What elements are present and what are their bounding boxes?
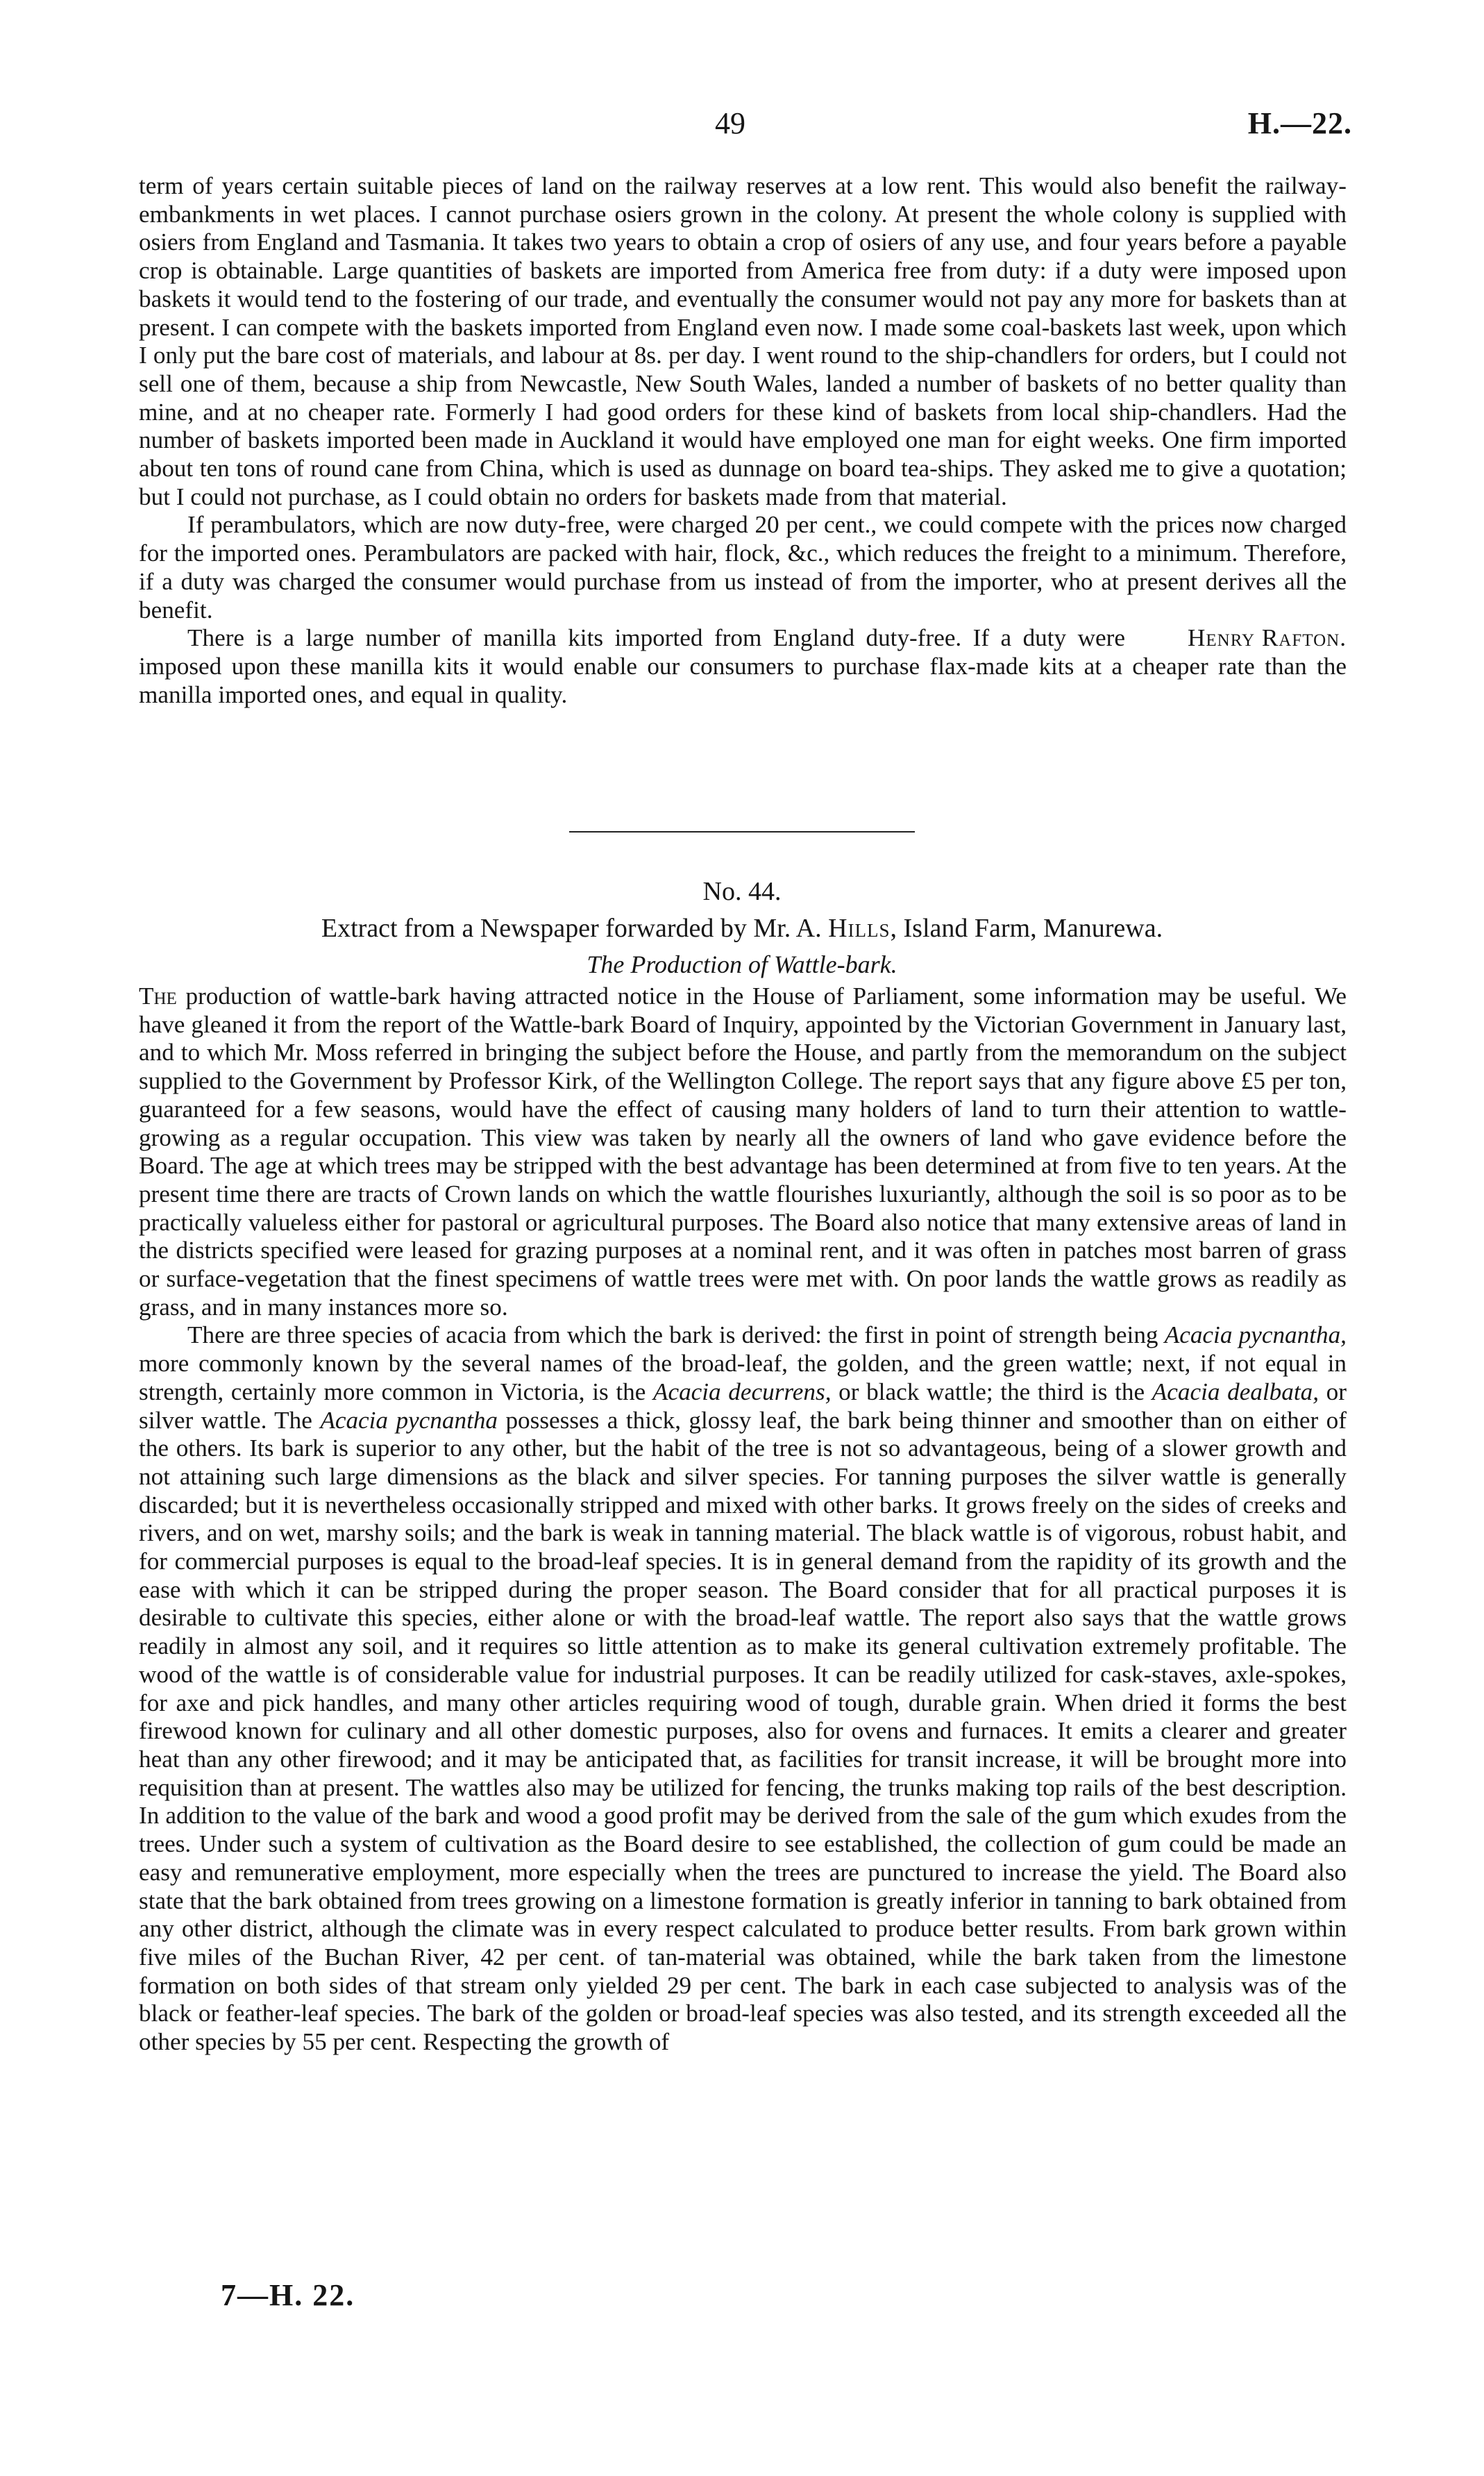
extract-heading [0, 913, 1484, 944]
signature: Henry Rafton. [1187, 624, 1347, 652]
lead-word: The [139, 982, 177, 1010]
paragraph-wattle-intro [139, 982, 1347, 1321]
document-reference: H.—22. [1247, 106, 1352, 140]
paragraph-manilla-kits [139, 624, 1347, 709]
section-number: No. 44. [702, 877, 782, 906]
species-name: Acacia dealbata, [1152, 1378, 1319, 1405]
article-body [139, 982, 1347, 2057]
species-name: Acacia pycnantha [320, 1406, 498, 1434]
paragraph-wattle-intro-text: production of wattle-bark having attracted notice in the House of Parliament, some information may be useful. We have gleaned it from the report of the Wattle-bark Board of Inquiry, appointed by the Victorian Government in January last, and to which Mr. Moss referred in bringing the subject before the House, and partly from the memorandum on the subject supplied to the Government by Professor Kirk, of the Wellington College. The report says that any figure above £5 per ton, guaranteed for a few seasons, would have the effect of causing many holders of land to turn their attention to wattle-growing as a regular occupation. This view was taken by nearly all the owners of land who gave evidence before the Board. The age at which trees may be stripped with the best advantage has been determined at from five to ten years. At the present time there are tracts of Crown lands on which the wattle flourishes luxuriantly, although the soil is so poor as to be practically valueless either for pastoral or agricultural purposes. The Board also notice that many extensive areas of land in the districts specified were leased for grazing purposes at a nominal rent, and it was often in patches most barren of grass or surface-vegetation that the finest specimens of wattle trees were met with. On poor lands the wattle grows as readily as grass, and in many instances more so. [139, 982, 1347, 1321]
text-run: or silver wattle. The [139, 1378, 1347, 1434]
extract-name: Hills [828, 914, 891, 943]
continued-letter [139, 172, 1347, 709]
page-number: 49 [715, 106, 745, 140]
extract-suffix: , Island Farm, Manurewa. [890, 914, 1163, 943]
signature-mark: 7—H. 22. [221, 2278, 355, 2312]
text-run: possesses a thick, glossy leaf, the bark being thinner and smoother than on either of the others. Its bark is superior to any other, but the habit of the tree is not so advantageous, being of a slower growth and not attaining such large dimensions as the black and silver species. For tanning purposes the silver wattle is generally discarded; but it is nevertheless occasionally stripped and mixed with other barks. It grows freely on the sides of creeks and rivers, and on wet, marshy soils; and the bark is weak in tanning material. The black wattle is of vigorous, robust habit, and for commercial purposes is equal to the broad-leaf species. It is in general demand from the rapidity of its growth and the ease with which it can be stripped during the proper season. The Board consider that for all practical purposes it is desirable to cultivate this species, either alone or with the broad-leaf wattle. The report also says that the wattle grows readily in almost any soil, and it requires so little attention as to make its general cultivation extremely profitable. The wood of the wattle is of considerable value for industrial purposes. It can be readily utilized for cask-staves, axle-spokes, for axe and pick handles, and many other articles requiring wood of tough, durable grain. When dried it forms the best firewood known for culinary and all other domestic purposes, also for ovens and furnaces. It emits a clearer and greater heat than any other firewood; and it may be anticipated that, as facilities for transit increase, it will be brought more into requisition than at present. The wattles also may be utilized for fencing, the trunks making top rails of the best description. In addition to the value of the bark and wood a good profit may be derived from the sale of the gum which exudes from the trees. Under such a system of cultivation as the Board desire to see established, the collection of gum could be made an easy and remunerative employment, more especially when the trees are punctured to increase the yield. The Board also state that the bark obtained from trees growing on a limestone formation is greatly inferior in tanning to bark obtained from any other district, although the climate was in every respect calculated to produce better results. From bark grown within five miles of the Buchan River, 42 per cent. of tan-material was obtained, while the bark taken from the limestone formation on both sides of that stream only yielded 29 per cent. The bark in each case subjected to analysis was of the black or feather-leaf species. The bark of the golden or broad-leaf species was also tested, and its strength exceeded all the other species by 55 per cent. Respecting the growth of [139, 1406, 1347, 2056]
paragraph-acacia-species [139, 1321, 1347, 2056]
page-header [0, 106, 1484, 154]
species-name: Acacia decurrens, [652, 1378, 832, 1405]
extract-prefix: Extract from a Newspaper forwarded by Mr. A. [321, 914, 829, 943]
text-run: more commonly known by the several names of the broad-leaf, the golden, and the green wattle; next, if not equal in strength, certainly more common in Victoria, is the [139, 1350, 1347, 1405]
text-run: or black wattle; the third is the [831, 1378, 1152, 1405]
article-title: The Production of Wattle-bark. [587, 951, 897, 978]
paragraph-manilla-kits-text: There is a large number of manilla kits imported from England duty-free. If a duty were imposed upon these manilla kits it would enable our consumers to purchase flax-made kits at a cheaper rate than the manilla imported ones, and equal in quality. [139, 624, 1347, 708]
paragraph-perambulators: If perambulators, which are now duty-free, were charged 20 per cent., we could compete with the prices now charged for the imported ones. Perambulators are packed with hair, flock, &c., which reduces the freight to a minimum. Therefore, if a duty was charged the consumer would purchase from us instead of from the importer, who at present derives all the benefit. [139, 511, 1347, 624]
species-name: Acacia pycnantha, [1164, 1321, 1347, 1349]
paragraph-osiers: term of years certain suitable pieces of land on the railway reserves at a low rent. This would also benefit the railway-embankments in wet places. I cannot purchase osiers grown in the colony. At present the whole colony is supplied with osiers from England and Tasmania. It takes two years to obtain a crop of osiers of any use, and four years before a payable crop is obtainable. Large quantities of baskets are imported from America free from duty: if a duty were imposed upon baskets it would tend to the fostering of our trade, and eventually the consumer would not pay any more for baskets than at present. I can compete with the baskets imported from England even now. I made some coal-baskets last week, upon which I only put the bare cost of materials, and labour at 8s. per day. I went round to the ship-chandlers for orders, but I could not sell one of them, because a ship from Newcastle, New South Wales, landed a number of baskets of no better quality than mine, and at no cheaper rate. Formerly I had good orders for these kind of baskets from local ship-chandlers. Had the number of baskets imported been made in Auckland it would have employed one man for eight weeks. One firm imported about ten tons of round cane from China, which is used as dunnage on board tea-ships. They asked me to give a quotation; but I could not purchase, as I could obtain no orders for baskets made from that material. [139, 172, 1347, 510]
section-divider [569, 831, 915, 833]
text-run: There are three species of acacia from which the bark is derived: the first in point of strength being [187, 1321, 1165, 1349]
